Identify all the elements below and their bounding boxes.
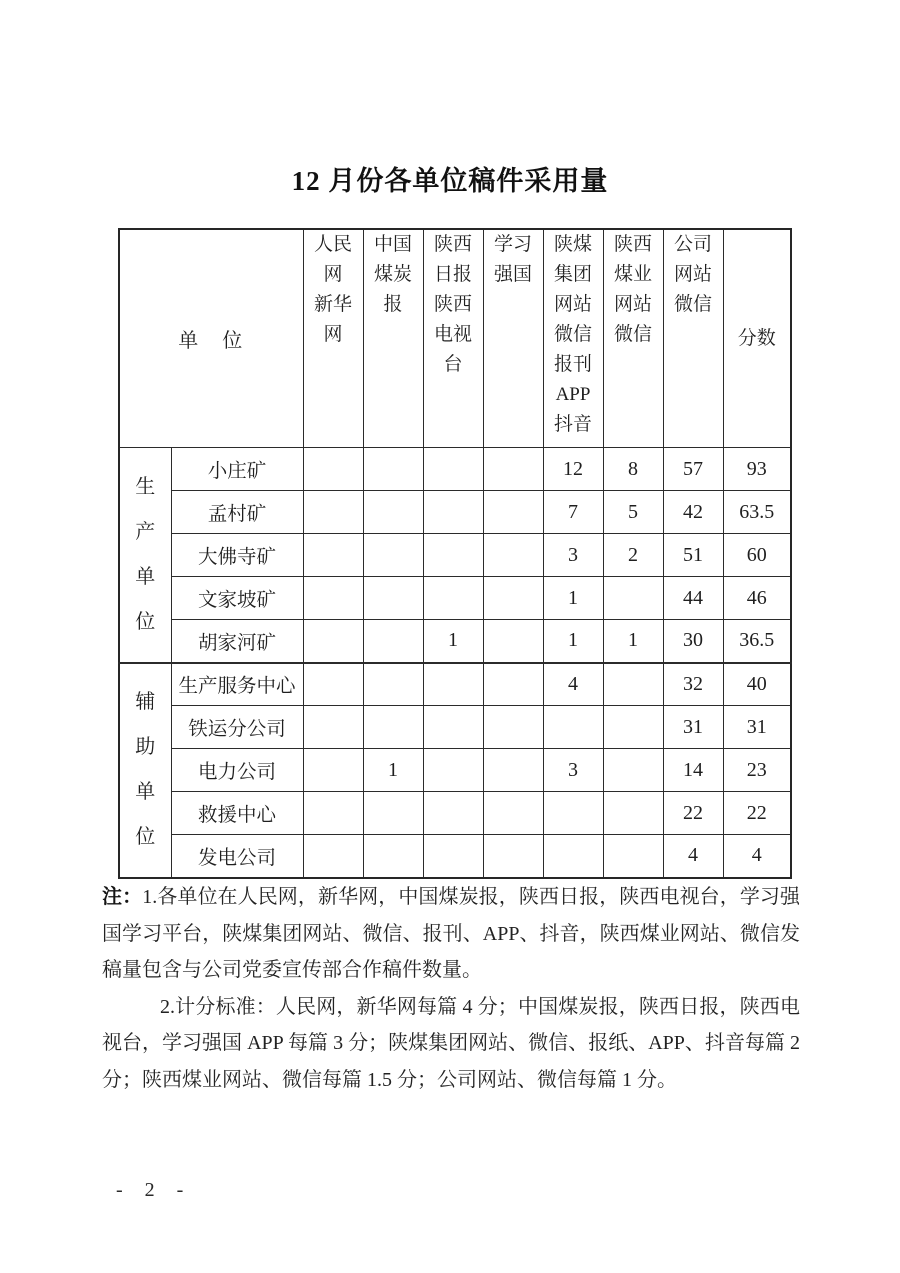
- value-cell: [603, 835, 663, 878]
- value-cell: 23: [723, 749, 791, 792]
- value-cell: [303, 835, 363, 878]
- value-cell: [363, 577, 423, 620]
- value-cell: 36.5: [723, 620, 791, 663]
- value-cell: [303, 792, 363, 835]
- column-header-8: 分数: [723, 229, 791, 448]
- value-cell: 40: [723, 663, 791, 706]
- value-cell: [483, 448, 543, 491]
- value-cell: [483, 663, 543, 706]
- value-cell: [483, 706, 543, 749]
- value-cell: [303, 534, 363, 577]
- page-title: 12 月份各单位稿件采用量: [291, 166, 609, 196]
- value-cell: 1: [603, 620, 663, 663]
- value-cell: [423, 749, 483, 792]
- value-cell: [303, 706, 363, 749]
- value-cell: [603, 706, 663, 749]
- page-number: - 2 -: [116, 1179, 190, 1201]
- value-cell: [423, 448, 483, 491]
- value-cell: 22: [723, 792, 791, 835]
- value-cell: [423, 577, 483, 620]
- value-cell: [423, 534, 483, 577]
- value-cell: [303, 491, 363, 534]
- unit-name-cell: 胡家河矿: [171, 620, 303, 663]
- value-cell: [483, 577, 543, 620]
- column-header-1: 人民 网 新华 网: [303, 229, 363, 448]
- value-cell: 44: [663, 577, 723, 620]
- unit-name-cell: 孟村矿: [171, 491, 303, 534]
- value-cell: [543, 792, 603, 835]
- value-cell: [303, 620, 363, 663]
- unit-name-cell: 电力公司: [171, 749, 303, 792]
- value-cell: [603, 577, 663, 620]
- value-cell: 4: [723, 835, 791, 878]
- value-cell: [483, 620, 543, 663]
- value-cell: 46: [723, 577, 791, 620]
- value-cell: [483, 491, 543, 534]
- column-header-5: 陕煤 集团 网站 微信 报刊 APP 抖音: [543, 229, 603, 448]
- table-row: [119, 749, 791, 792]
- value-cell: [483, 792, 543, 835]
- column-header-6: 陕西 煤业 网站 微信: [603, 229, 663, 448]
- value-cell: 31: [663, 706, 723, 749]
- unit-name-cell: 铁运分公司: [171, 706, 303, 749]
- table-row: [119, 663, 791, 706]
- table-row: [119, 792, 791, 835]
- value-cell: [363, 663, 423, 706]
- unit-name-cell: 救援中心: [171, 792, 303, 835]
- unit-name-cell: 大佛寺矿: [171, 534, 303, 577]
- value-cell: [303, 749, 363, 792]
- value-cell: [483, 534, 543, 577]
- value-cell: [483, 749, 543, 792]
- notes-section: [102, 879, 800, 1098]
- value-cell: 93: [723, 448, 791, 491]
- value-cell: [603, 663, 663, 706]
- value-cell: [603, 792, 663, 835]
- value-cell: 7: [543, 491, 603, 534]
- value-cell: 8: [603, 448, 663, 491]
- value-cell: 1: [543, 620, 603, 663]
- value-cell: [483, 835, 543, 878]
- value-cell: [363, 706, 423, 749]
- value-cell: [303, 577, 363, 620]
- value-cell: [363, 448, 423, 491]
- note-paragraph-1: [102, 879, 800, 989]
- table-row: [119, 620, 791, 663]
- column-header-2: 中国 煤炭 报: [363, 229, 423, 448]
- column-header-7: 公司 网站 微信: [663, 229, 723, 448]
- value-cell: [423, 491, 483, 534]
- value-cell: [423, 706, 483, 749]
- value-cell: 63.5: [723, 491, 791, 534]
- value-cell: [603, 749, 663, 792]
- unit-name-cell: 发电公司: [171, 835, 303, 878]
- value-cell: 30: [663, 620, 723, 663]
- value-cell: 3: [543, 749, 603, 792]
- note-1-text: 1.各单位在人民网，新华网，中国煤炭报，陕西日报，陕西电视台，学习强国学习平台，陕煤集团网站、微信、报刊、APP、抖音，陕西煤业网站、微信发稿量包含与公司党委宣传部合作稿件数量。: [102, 886, 801, 981]
- value-cell: [303, 448, 363, 491]
- table-row: [119, 577, 791, 620]
- value-cell: 3: [543, 534, 603, 577]
- table-row: [119, 448, 791, 491]
- value-cell: 1: [543, 577, 603, 620]
- value-cell: 22: [663, 792, 723, 835]
- value-cell: 60: [723, 534, 791, 577]
- score-table: [118, 228, 792, 879]
- unit-header-cell: 单 位: [119, 229, 303, 448]
- table-row: [119, 534, 791, 577]
- unit-name-cell: 文家坡矿: [171, 577, 303, 620]
- value-cell: 31: [723, 706, 791, 749]
- value-cell: [423, 663, 483, 706]
- value-cell: [543, 706, 603, 749]
- value-cell: 51: [663, 534, 723, 577]
- value-cell: [303, 663, 363, 706]
- value-cell: 1: [423, 620, 483, 663]
- value-cell: 57: [663, 448, 723, 491]
- group-label-cell: 辅 助 单 位: [119, 663, 171, 878]
- note-paragraph-2: [102, 989, 800, 1099]
- group-label-cell: 生 产 单 位: [119, 448, 171, 663]
- value-cell: [423, 792, 483, 835]
- value-cell: [363, 534, 423, 577]
- value-cell: [423, 835, 483, 878]
- table-row: [119, 491, 791, 534]
- value-cell: 12: [543, 448, 603, 491]
- value-cell: 1: [363, 749, 423, 792]
- table-row: [119, 706, 791, 749]
- value-cell: 2: [603, 534, 663, 577]
- column-header-3: 陕西 日报 陕西 电视 台: [423, 229, 483, 448]
- value-cell: 32: [663, 663, 723, 706]
- note-2-text: 2.计分标准：人民网，新华网每篇 4 分；中国煤炭报，陕西日报，陕西电视台，学习强国 APP 每篇 3 分；陕煤集团网站、微信、报纸、APP、抖音每篇 2 分；陕西煤业网站、微信每篇 1.5 分；公司网站、微信每篇 1 分。: [102, 995, 800, 1091]
- unit-name-cell: 小庄矿: [171, 448, 303, 491]
- value-cell: 4: [663, 835, 723, 878]
- value-cell: [363, 620, 423, 663]
- note-label: 注：: [102, 886, 143, 908]
- column-header-4: 学习 强国: [483, 229, 543, 448]
- value-cell: 4: [543, 663, 603, 706]
- unit-name-cell: 生产服务中心: [171, 663, 303, 706]
- value-cell: [363, 792, 423, 835]
- value-cell: 42: [663, 491, 723, 534]
- value-cell: [363, 835, 423, 878]
- table-row: [119, 835, 791, 878]
- value-cell: [543, 835, 603, 878]
- value-cell: 14: [663, 749, 723, 792]
- table-header-row: [119, 229, 791, 448]
- value-cell: [363, 491, 423, 534]
- value-cell: 5: [603, 491, 663, 534]
